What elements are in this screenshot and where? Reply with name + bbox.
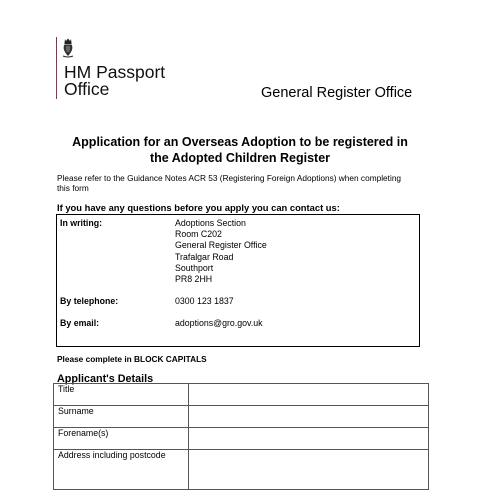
- logo-divider: [56, 37, 57, 99]
- email-label: By email:: [60, 318, 100, 328]
- forenames-input[interactable]: [189, 428, 429, 450]
- royal-crest-icon: [62, 38, 74, 58]
- department-name: General Register Office: [261, 85, 413, 101]
- field-label: Forename(s): [54, 428, 189, 450]
- telephone-label: By telephone:: [60, 296, 119, 306]
- field-label: Title: [54, 384, 189, 406]
- contact-box: [56, 214, 420, 347]
- title-input[interactable]: [189, 384, 429, 406]
- logo-line1: HM Passport: [64, 62, 166, 82]
- telephone-number: 0300 123 1837: [175, 296, 234, 306]
- form-title-line1: Application for an Overseas Adoption to be registered in: [72, 135, 408, 149]
- address-input[interactable]: [189, 450, 429, 490]
- contact-heading: If you have any questions before you apply you can contact us:: [57, 202, 340, 213]
- address-line: Room C202: [175, 229, 222, 240]
- applicant-details-heading: Applicant's Details: [57, 373, 154, 385]
- address-line: Trafalgar Road: [175, 251, 234, 262]
- block-capitals-instruction: Please complete in BLOCK CAPITALS: [57, 354, 207, 364]
- applicant-details-table: [53, 383, 429, 490]
- table-row: [54, 428, 429, 450]
- email-address: adoptions@gro.gov.uk: [175, 318, 263, 328]
- guidance-note: Please refer to the Guidance Notes ACR 53 (Registering Foreign Adoptions) when completing this form: [57, 173, 402, 193]
- table-row: [54, 384, 429, 406]
- field-label: Surname: [54, 406, 189, 428]
- address-line: PR8 2HH: [175, 274, 213, 285]
- surname-input[interactable]: [189, 406, 429, 428]
- table-row: [54, 406, 429, 428]
- address-line: General Register Office: [175, 240, 267, 251]
- form-title-line2: the Adopted Children Register: [149, 151, 331, 165]
- form-title: [40, 134, 440, 166]
- postal-address: [175, 218, 267, 285]
- table-row: [54, 450, 429, 490]
- logo-line2: Office: [64, 79, 110, 99]
- logo-wordmark: [64, 64, 165, 98]
- address-line: Southport: [175, 262, 214, 273]
- writing-label: In writing:: [60, 218, 103, 228]
- field-label: Address including postcode: [54, 450, 189, 490]
- address-line: Adoptions Section: [175, 218, 246, 228]
